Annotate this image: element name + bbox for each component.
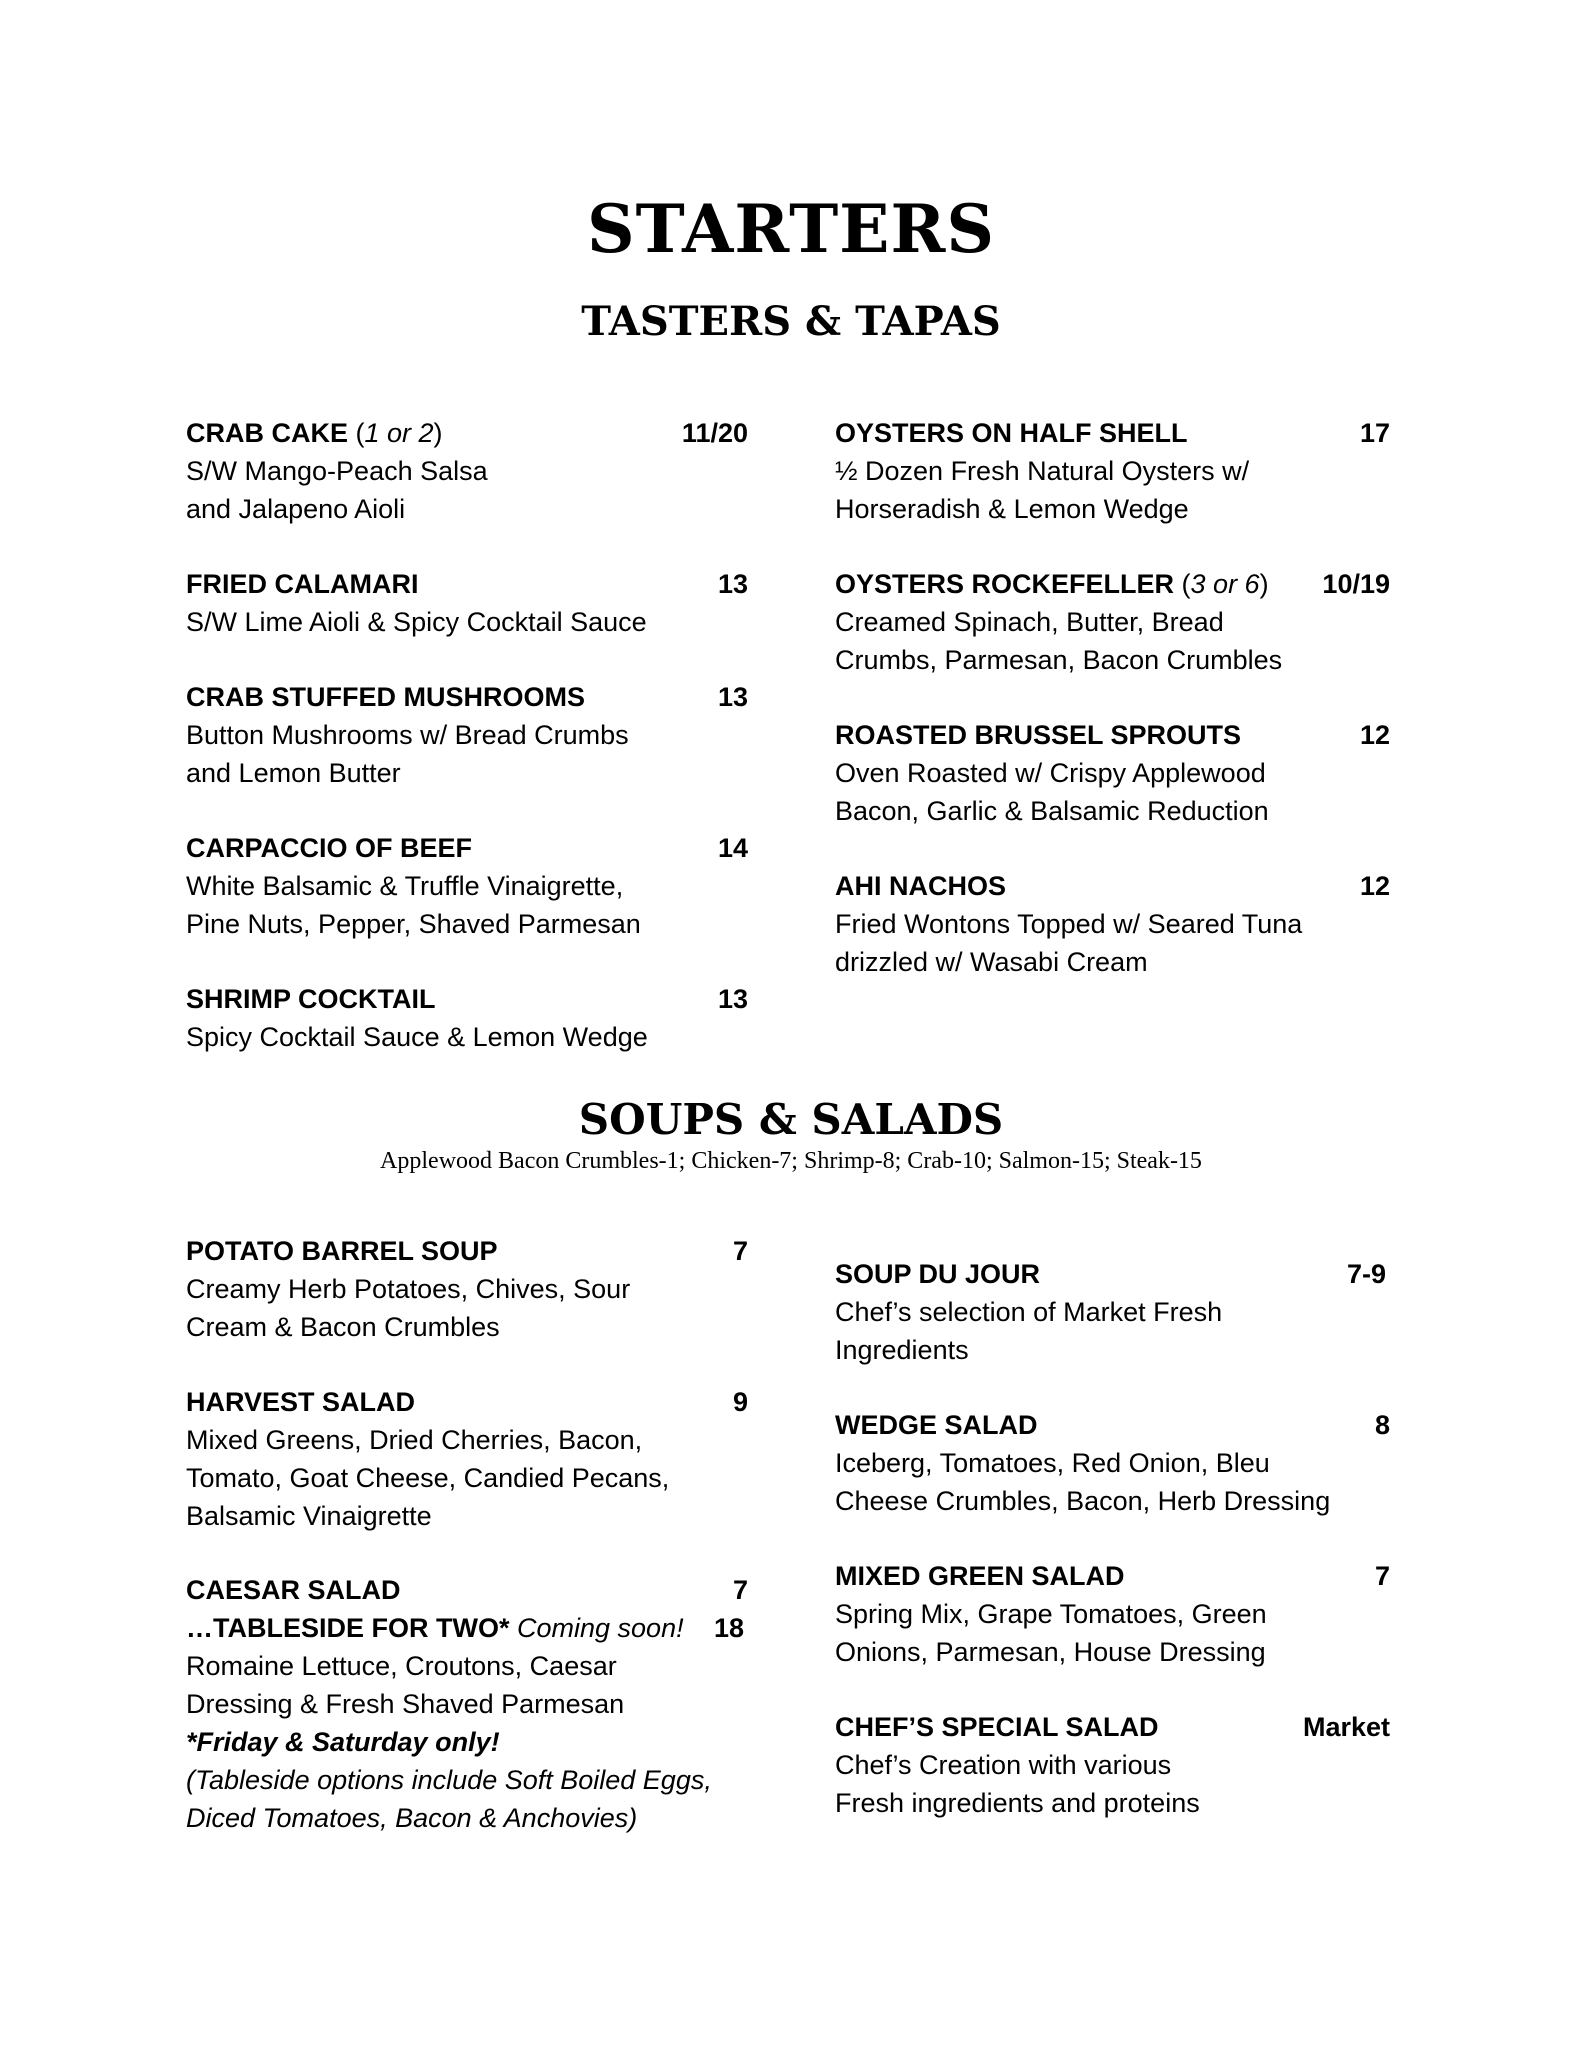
item-name: CAESAR SALAD (186, 1575, 401, 1605)
item-paren-close: ) (433, 418, 443, 448)
item-description: Dressing & Fresh Shaved Parmesan (186, 1689, 625, 1719)
item-description: Romaine Lettuce, Croutons, Caesar (186, 1651, 617, 1681)
menu-item-caesar-salad (186, 1571, 748, 1837)
item-description: S/W Lime Aioli & Spicy Cocktail Sauce (186, 607, 647, 637)
menu-item-carpaccio-of-beef (186, 829, 748, 943)
item-name: AHI NACHOS (835, 871, 1007, 901)
item-price: 8 (1374, 1410, 1390, 1440)
availability-note: *Friday & Saturday only! (186, 1727, 500, 1757)
item-description: Creamed Spinach, Butter, Bread (835, 607, 1224, 637)
menu-item-oysters-on-half-shell (835, 414, 1390, 528)
item-price: Market (1302, 1712, 1390, 1742)
tableside-options-note: Diced Tomatoes, Bacon & Anchovies) (186, 1803, 638, 1833)
item-name: SHRIMP COCKTAIL (186, 984, 436, 1014)
item-name: HARVEST SALAD (186, 1387, 416, 1417)
addons-line: Applewood Bacon Crumbles-1; Chicken-7; Shrimp-8; Crab-10; Salmon-15; Steak-15 (380, 1148, 1202, 1174)
page-title: STARTERS (587, 190, 995, 268)
menu-item-oysters-rockefeller (835, 565, 1390, 679)
tableside-option-name: …TABLESIDE FOR TWO* (186, 1613, 510, 1643)
menu-item-crab-stuffed-mushrooms (186, 678, 748, 792)
item-description: Horseradish & Lemon Wedge (835, 494, 1189, 524)
section-title-soups-salads: SOUPS & SALADS (578, 1095, 1004, 1144)
item-name: OYSTERS ROCKEFELLER (835, 569, 1175, 599)
item-price: 10/19 (1322, 569, 1390, 599)
item-description: Fresh ingredients and proteins (835, 1788, 1200, 1818)
item-description: Spring Mix, Grape Tomatoes, Green (835, 1599, 1267, 1629)
item-description: Ingredients (835, 1335, 969, 1365)
menu-item-fried-calamari (186, 565, 748, 641)
item-price: 7-9 (1346, 1259, 1386, 1289)
item-price: 13 (717, 984, 748, 1014)
item-price: 7 (732, 1236, 748, 1266)
item-description: Mixed Greens, Dried Cherries, Bacon, (186, 1425, 643, 1455)
item-description: Creamy Herb Potatoes, Chives, Sour (186, 1274, 631, 1304)
item-description: Fried Wontons Topped w/ Seared Tuna (835, 909, 1303, 939)
item-name: WEDGE SALAD (835, 1410, 1038, 1440)
item-price: 14 (717, 833, 748, 863)
item-description: Onions, Parmesan, House Dressing (835, 1637, 1266, 1667)
item-description: Pine Nuts, Pepper, Shaved Parmesan (186, 909, 641, 939)
item-description: drizzled w/ Wasabi Cream (835, 947, 1148, 977)
item-name: CRAB CAKE (186, 418, 348, 448)
tableside-note: Coming soon! (509, 1613, 684, 1643)
menu-item-shrimp-cocktail (186, 980, 748, 1056)
item-name: ROASTED BRUSSEL SPROUTS (835, 720, 1242, 750)
menu-item-crab-cake (186, 414, 748, 528)
item-description: Cheese Crumbles, Bacon, Herb Dressing (835, 1486, 1331, 1516)
item-price: 12 (1359, 720, 1390, 750)
item-price: 12 (1359, 871, 1390, 901)
item-note: 1 or 2 (364, 418, 434, 448)
item-price: 13 (717, 682, 748, 712)
item-price: 7 (1374, 1561, 1390, 1591)
item-price: 9 (732, 1387, 748, 1417)
item-description: Spicy Cocktail Sauce & Lemon Wedge (186, 1022, 648, 1052)
section-subtitle-tasters-tapas: TASTERS & TAPAS (581, 298, 1001, 345)
item-price: 17 (1359, 418, 1390, 448)
tableside-price: 18 (713, 1613, 744, 1643)
item-name: FRIED CALAMARI (186, 569, 419, 599)
item-name: MIXED GREEN SALAD (835, 1561, 1125, 1591)
item-paren-open: ( (1174, 569, 1191, 599)
item-description: Iceberg, Tomatoes, Red Onion, Bleu (835, 1448, 1270, 1478)
item-description: and Jalapeno Aioli (186, 494, 406, 524)
item-price: 7 (732, 1575, 748, 1605)
item-name: OYSTERS ON HALF SHELL (835, 418, 1188, 448)
item-description: Oven Roasted w/ Crispy Applewood (835, 758, 1266, 788)
menu-item-ahi-nachos (835, 867, 1390, 981)
item-description: Tomato, Goat Cheese, Candied Pecans, (186, 1463, 670, 1493)
item-description: Button Mushrooms w/ Bread Crumbs (186, 720, 629, 750)
menu-item-harvest-salad (186, 1383, 748, 1535)
item-name: CRAB STUFFED MUSHROOMS (186, 682, 585, 712)
item-description: Chef’s Creation with various (835, 1750, 1172, 1780)
item-description: Cream & Bacon Crumbles (186, 1312, 500, 1342)
item-paren-open: ( (348, 418, 365, 448)
item-description: Crumbs, Parmesan, Bacon Crumbles (835, 645, 1283, 675)
item-description: S/W Mango-Peach Salsa (186, 456, 488, 486)
item-name: CHEF’S SPECIAL SALAD (835, 1712, 1159, 1742)
menu-item-soup-du-jour (835, 1255, 1390, 1369)
menu-item-potato-barrel-soup (186, 1232, 748, 1346)
item-name: CARPACCIO OF BEEF (186, 833, 473, 863)
item-description: White Balsamic & Truffle Vinaigrette, (186, 871, 624, 901)
item-paren-close: ) (1259, 569, 1269, 599)
menu-item-wedge-salad (835, 1406, 1390, 1520)
item-description: Chef’s selection of Market Fresh (835, 1297, 1223, 1327)
item-name: POTATO BARREL SOUP (186, 1236, 498, 1266)
menu-item-mixed-green-salad (835, 1557, 1390, 1671)
menu-item-chefs-special-salad (835, 1708, 1390, 1822)
item-description: Bacon, Garlic & Balsamic Reduction (835, 796, 1269, 826)
item-description: Balsamic Vinaigrette (186, 1501, 432, 1531)
item-price: 13 (717, 569, 748, 599)
item-description: and Lemon Butter (186, 758, 401, 788)
tableside-options-note: (Tableside options include Soft Boiled Eggs, (186, 1765, 712, 1795)
item-price: 11/20 (681, 418, 748, 448)
item-description: ½ Dozen Fresh Natural Oysters w/ (835, 456, 1250, 486)
menu-item-roasted-brussel-sprouts (835, 716, 1390, 830)
item-name: SOUP DU JOUR (835, 1259, 1041, 1289)
item-note: 3 or 6 (1190, 569, 1260, 599)
